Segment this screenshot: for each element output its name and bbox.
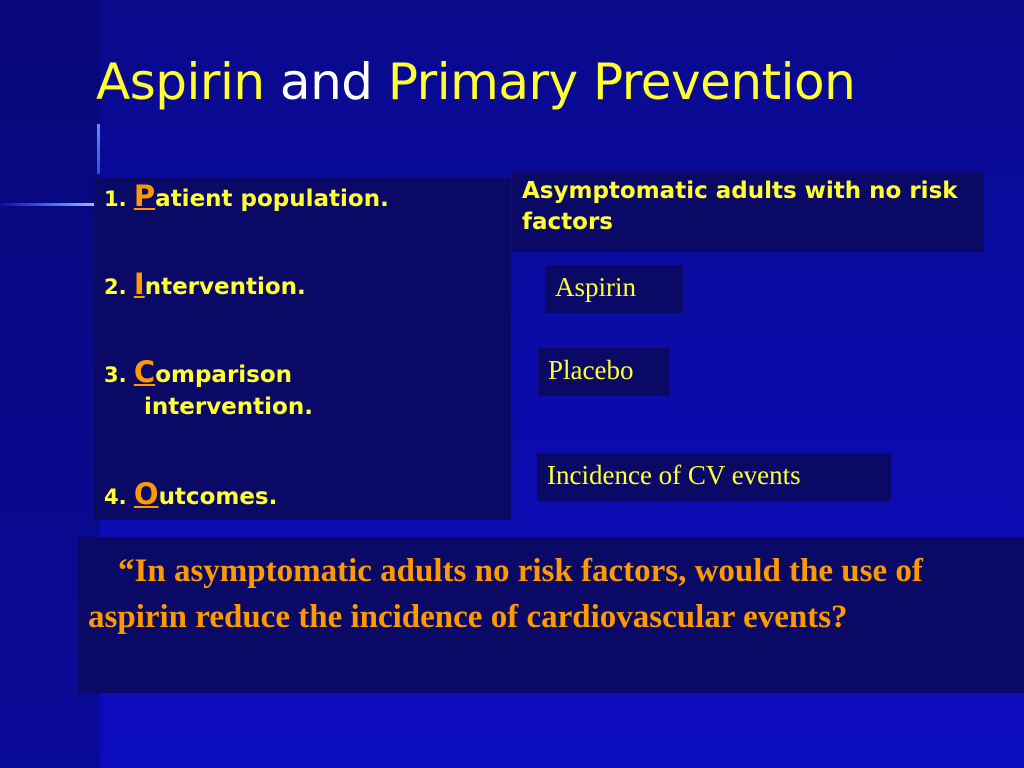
pico-number: 2. (104, 275, 134, 299)
horizontal-accent-line (0, 203, 96, 206)
title-part-primary-prevention: Primary Prevention (387, 53, 856, 111)
vertical-accent-line (97, 124, 100, 174)
title-part-and: and (264, 53, 388, 111)
pico-text-continuation: intervention. (144, 394, 313, 420)
pico-list-box (94, 178, 511, 520)
pico-text: atient population. (155, 186, 389, 212)
slide-title (96, 50, 855, 114)
pico-letter: I (133, 267, 145, 301)
intervention-answer: Aspirin (545, 265, 683, 313)
pico-letter: C (133, 355, 156, 389)
title-part-aspirin: Aspirin (96, 53, 265, 111)
pico-item-patient (104, 180, 389, 215)
pico-letter: P (133, 179, 156, 213)
pico-item-intervention (104, 268, 306, 303)
population-answer: Asymptomatic adults with no risk factors (522, 178, 958, 235)
pico-item-outcomes (104, 478, 277, 513)
comparison-answer: Placebo (538, 348, 670, 396)
pico-number: 4. (104, 485, 134, 509)
pico-number: 1. (104, 187, 134, 211)
outcome-answer: Incidence of CV events (537, 453, 891, 501)
pico-text: omparison (155, 362, 293, 388)
pico-letter: O (133, 477, 159, 511)
pico-text: ntervention. (144, 274, 306, 300)
clinical-question: “In asymptomatic adults no risk factors, would the use of aspirin reduce the incidence of cardiovascular events? (88, 553, 923, 635)
pico-number: 3. (104, 363, 134, 387)
pico-item-comparison (104, 356, 313, 423)
pico-text: utcomes. (158, 484, 278, 510)
